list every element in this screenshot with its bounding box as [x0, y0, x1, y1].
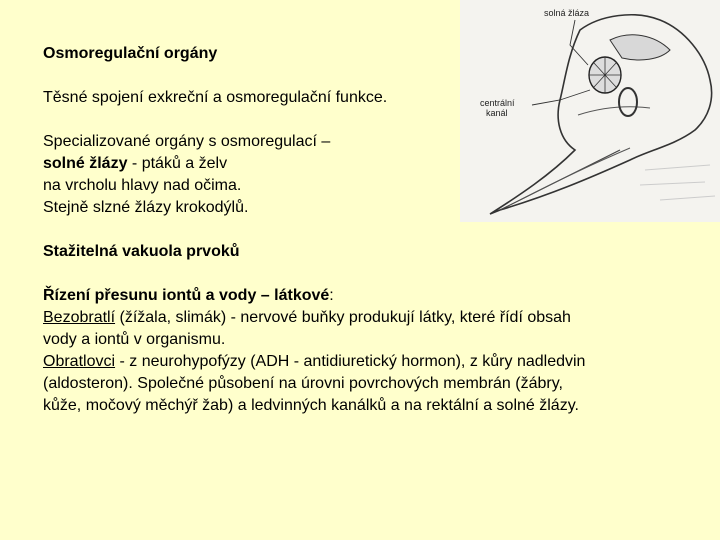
salt-glands-term: solné žlázy — [43, 155, 128, 172]
control-heading: Řízení přesunu iontů a vody – látkové: — [43, 287, 334, 304]
salt-gland-label: solná žláza — [544, 8, 590, 18]
vacuole-heading: Stažitelná vakuola prvoků — [43, 243, 240, 260]
vertebrates-paragraph: Obratlovci - z neurohypofýzy (ADH - antidiuretický hormon), z kůry nadledvin (aldosteron). Společné působení na úrovni povrchových membrán (žábry, kůže, močový měchýř žab) a ledvinných kanálků a na rektální a solné žlázy. — [43, 353, 586, 414]
slide-heading: Osmoregulační orgány — [43, 45, 218, 62]
bird-skull-illustration — [460, 0, 720, 222]
central-canal-label-2: kanál — [486, 108, 508, 118]
vertebrates-term: Obratlovci — [43, 353, 116, 370]
invertebrates-paragraph: Bezobratlí (žížala, slimák) - nervové buňky produkují látky, které řídí obsah vody a iontů v organismu. — [43, 309, 571, 348]
invertebrates-term: Bezobratlí — [43, 309, 116, 326]
central-canal-label-1: centrální — [480, 98, 515, 108]
intro-text: Těsné spojení exkreční a osmoregulační funkce. — [43, 89, 388, 106]
specialized-organs: Specializované orgány s osmoregulací – solné žlázy - ptáků a želv na vrcholu hlavy nad očima. Stejně slzné žlázy krokodýlů. — [43, 133, 331, 216]
salt-gland-shape — [589, 57, 621, 93]
